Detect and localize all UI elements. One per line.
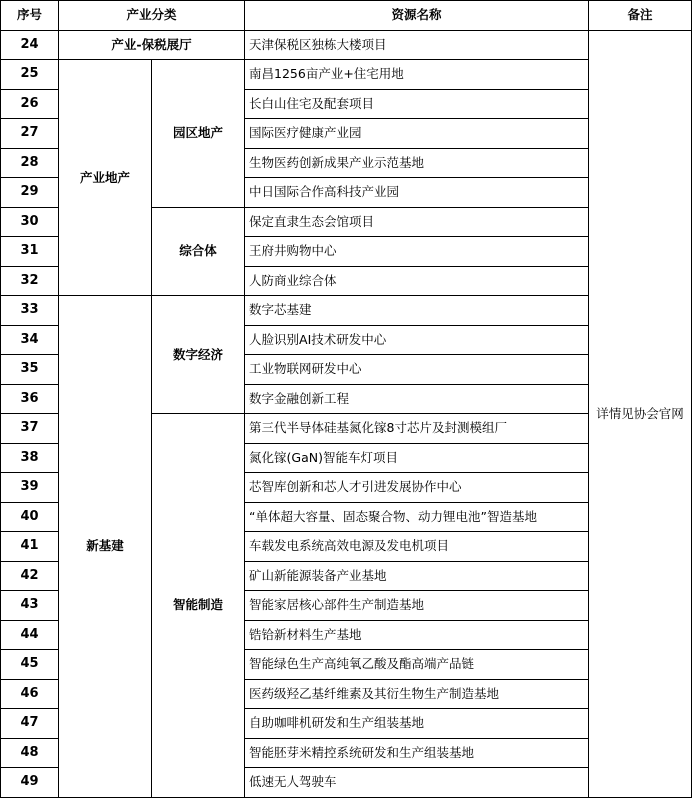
row-number: 49	[1, 768, 59, 798]
subcategory-digital-economy: 数字经济	[152, 296, 245, 414]
resource-name: 智能绿色生产高纯氧乙酸及酯高端产品链	[245, 650, 589, 680]
resource-name: 矿山新能源装备产业基地	[245, 561, 589, 591]
subcategory-smart-manufacturing: 智能制造	[152, 414, 245, 798]
row-number: 29	[1, 178, 59, 208]
row-number: 35	[1, 355, 59, 385]
row-number: 45	[1, 650, 59, 680]
resource-name: 智能家居核心部件生产制造基地	[245, 591, 589, 621]
row-number: 37	[1, 414, 59, 444]
resource-name: 医药级羟乙基纤维素及其衍生物生产制造基地	[245, 679, 589, 709]
resource-name: 王府井购物中心	[245, 237, 589, 267]
resource-name: 人脸识别AI技术研发中心	[245, 325, 589, 355]
row-number: 28	[1, 148, 59, 178]
row-number: 26	[1, 89, 59, 119]
resource-name: 智能胚芽米精控系统研发和生产组装基地	[245, 738, 589, 768]
table-row	[1, 296, 692, 326]
row-number: 27	[1, 119, 59, 149]
subcategory-complex: 综合体	[152, 207, 245, 296]
row-number: 34	[1, 325, 59, 355]
row-number: 38	[1, 443, 59, 473]
row-number: 33	[1, 296, 59, 326]
row-number: 24	[1, 30, 59, 60]
row-number: 36	[1, 384, 59, 414]
resource-name: 国际医疗健康产业园	[245, 119, 589, 149]
table-header-row	[1, 1, 692, 31]
category-industrial-real-estate: 产业地产	[59, 60, 152, 296]
row-number: 25	[1, 60, 59, 90]
row-number: 48	[1, 738, 59, 768]
row-number: 41	[1, 532, 59, 562]
row-number: 39	[1, 473, 59, 503]
resource-name: 芯智库创新和芯人才引进发展协作中心	[245, 473, 589, 503]
resource-name: 氮化镓(GaN)智能车灯项目	[245, 443, 589, 473]
resource-name: 保定直隶生态会馆项目	[245, 207, 589, 237]
note-cell: 详情见协会官网	[589, 30, 692, 797]
resource-name: 数字金融创新工程	[245, 384, 589, 414]
resource-name: “单体超大容量、固态聚合物、动力锂电池”智造基地	[245, 502, 589, 532]
resource-name: 人防商业综合体	[245, 266, 589, 296]
header-note: 备注	[589, 1, 692, 31]
row-number: 43	[1, 591, 59, 621]
resource-name: 车载发电系统高效电源及发电机项目	[245, 532, 589, 562]
row-number: 40	[1, 502, 59, 532]
resource-name: 第三代半导体硅基氮化镓8寸芯片及封测模组厂	[245, 414, 589, 444]
resource-name: 长白山住宅及配套项目	[245, 89, 589, 119]
resource-name: 锆铪新材料生产基地	[245, 620, 589, 650]
table-row	[1, 60, 692, 90]
resource-name: 南昌1256亩产业+住宅用地	[245, 60, 589, 90]
row-number: 42	[1, 561, 59, 591]
resource-name: 工业物联网研发中心	[245, 355, 589, 385]
resource-name: 自助咖啡机研发和生产组装基地	[245, 709, 589, 739]
header-no: 序号	[1, 1, 59, 31]
resource-name: 天津保税区独栋大楼项目	[245, 30, 589, 60]
header-resource: 资源名称	[245, 1, 589, 31]
header-category: 产业分类	[59, 1, 245, 31]
resource-name: 低速无人驾驶车	[245, 768, 589, 798]
category-industry-bonded-hall: 产业-保税展厅	[59, 30, 245, 60]
resource-name: 生物医药创新成果产业示范基地	[245, 148, 589, 178]
category-new-infrastructure: 新基建	[59, 296, 152, 798]
row-number: 44	[1, 620, 59, 650]
row-number: 31	[1, 237, 59, 267]
resource-name: 数字芯基建	[245, 296, 589, 326]
resource-name: 中日国际合作高科技产业园	[245, 178, 589, 208]
row-number: 32	[1, 266, 59, 296]
table-row	[1, 30, 692, 60]
subcategory-park-real-estate: 园区地产	[152, 60, 245, 208]
row-number: 30	[1, 207, 59, 237]
row-number: 46	[1, 679, 59, 709]
row-number: 47	[1, 709, 59, 739]
